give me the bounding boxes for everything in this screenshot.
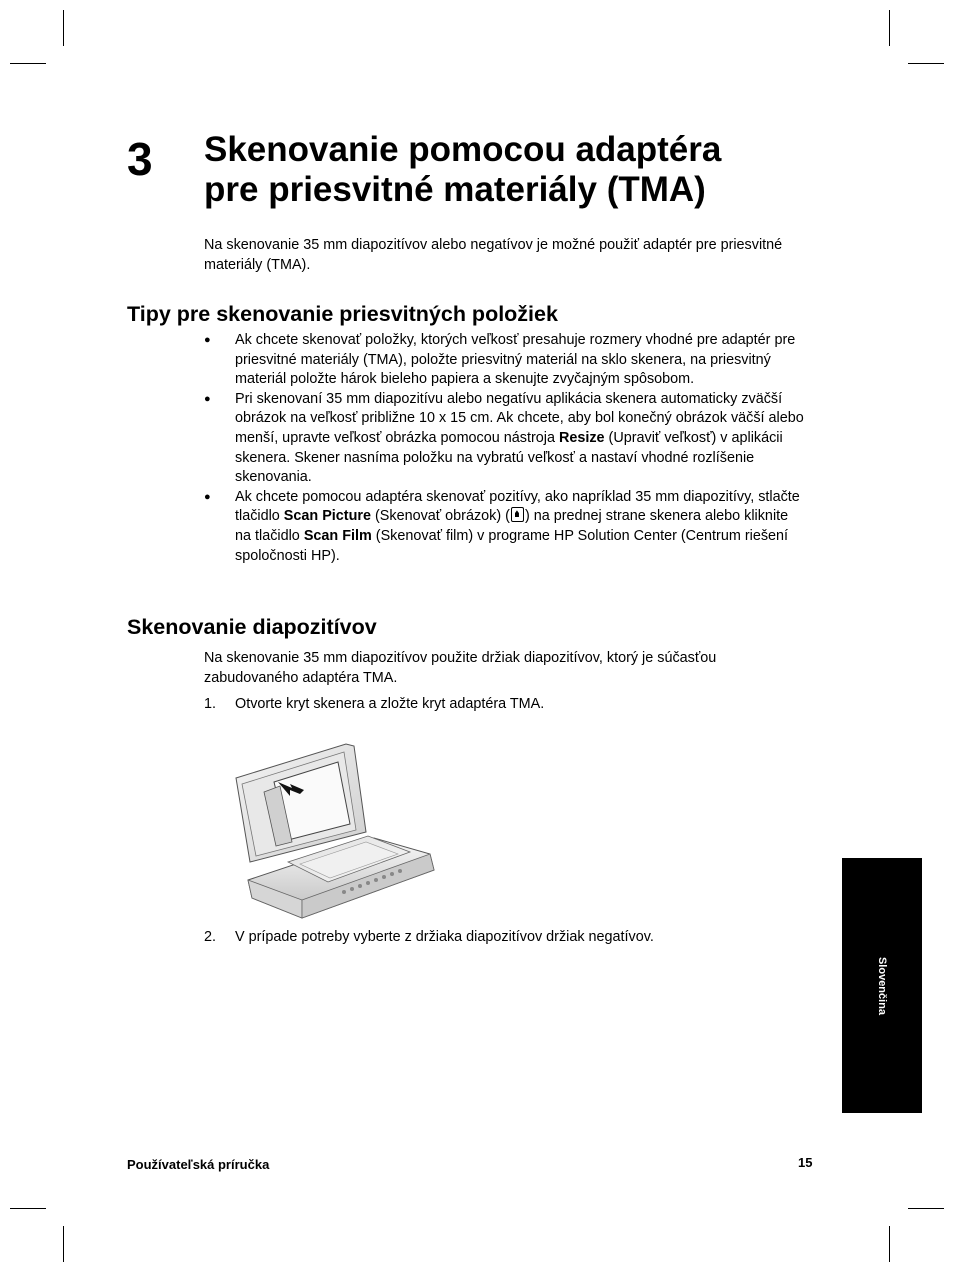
step-1 — [204, 695, 804, 715]
crop-mark — [10, 1208, 46, 1209]
chapter-number: 3 — [127, 133, 153, 185]
crop-mark — [10, 63, 46, 64]
tip-text: (Skenovať obrázok) ( — [370, 508, 510, 525]
tips-list — [204, 331, 804, 566]
chapter-title — [204, 130, 844, 210]
scan-film-label: Scan Film — [303, 527, 372, 544]
page-number: 15 — [798, 1155, 813, 1170]
crop-mark — [889, 1226, 890, 1262]
tip-text: Ak chcete pomocou adaptéra skenovať pozitívy, ako napríklad 35 mm diapozitívy, stlačte tlačidlo — [235, 488, 800, 525]
scan-picture-label: Scan Picture — [283, 508, 371, 525]
crop-mark — [63, 1226, 64, 1262]
tip-item — [204, 331, 804, 390]
crop-mark — [63, 10, 64, 46]
slides-heading: Skenovanie diapozitívov — [127, 615, 377, 639]
step-number: 1. — [204, 696, 217, 712]
tip-item — [204, 488, 804, 566]
step-text: V prípade potreby vyberte z držiaka diapozitívov držiak negatívov. — [235, 929, 654, 945]
slides-intro: Na skenovanie 35 mm diapozitívov použite držiak diapozitívov, ktorý je súčasťou zabudovaného adaptéra TMA. — [204, 650, 717, 686]
resize-label: Resize — [558, 429, 605, 446]
tip-text: ) na prednej strane skenera alebo kliknite na tlačidlo — [235, 508, 789, 544]
step-text: Otvorte kryt skenera a zložte kryt adaptéra TMA. — [235, 696, 545, 712]
language-tab — [842, 858, 922, 1113]
crop-mark — [908, 1208, 944, 1209]
intro-paragraph: Na skenovanie 35 mm diapozitívov alebo negatívov je možné použiť adaptér pre priesvitné materiály (TMA). — [204, 237, 783, 273]
footer-title: Používateľská príručka — [127, 1157, 270, 1172]
step-2 — [204, 928, 804, 948]
chapter-title-line1: Skenovanie pomocou adaptéra — [204, 130, 722, 169]
scanner-illustration — [228, 740, 440, 924]
tip-text: (Upraviť veľkosť) v aplikácii skenera. Skener nasníma položku na vybratú veľkosť a nastaví vhodné rozlíšenie skenovania. — [235, 429, 783, 486]
crop-mark — [908, 63, 944, 64]
crop-mark — [889, 10, 890, 46]
step-number: 2. — [204, 929, 217, 945]
language-tab-label: Slovenčina — [876, 956, 888, 1016]
chapter-title-line2: pre priesvitné materiály (TMA) — [204, 170, 706, 209]
tip-text: Ak chcete skenovať položky, ktorých veľkosť presahuje rozmery vhodné pre adaptér pre priesvitné materiály (TMA), položte priesvitný materiál na sklo skenera, na priesvitný materiál položte hárok bieleho papiera a skenujte zvyčajným spôsobom. — [235, 332, 796, 388]
tip-item — [204, 390, 804, 488]
tip-text: (Skenovať film) v programe HP Solution Center (Centrum riešení spoločnosti HP). — [235, 527, 789, 564]
tip-text: Pri skenovaní 35 mm diapozitívu alebo negatívu aplikácia skenera automaticky zväčší obrázok na veľkosť približne 10 x 15 cm. Ak chcete, aby bol konečný obrázok väčší alebo menší, upravte veľkosť obrázka pomocou nástroja — [235, 390, 804, 446]
scan-picture-button-icon — [511, 507, 524, 522]
tips-heading: Tipy pre skenovanie priesvitných položiek — [127, 302, 558, 326]
